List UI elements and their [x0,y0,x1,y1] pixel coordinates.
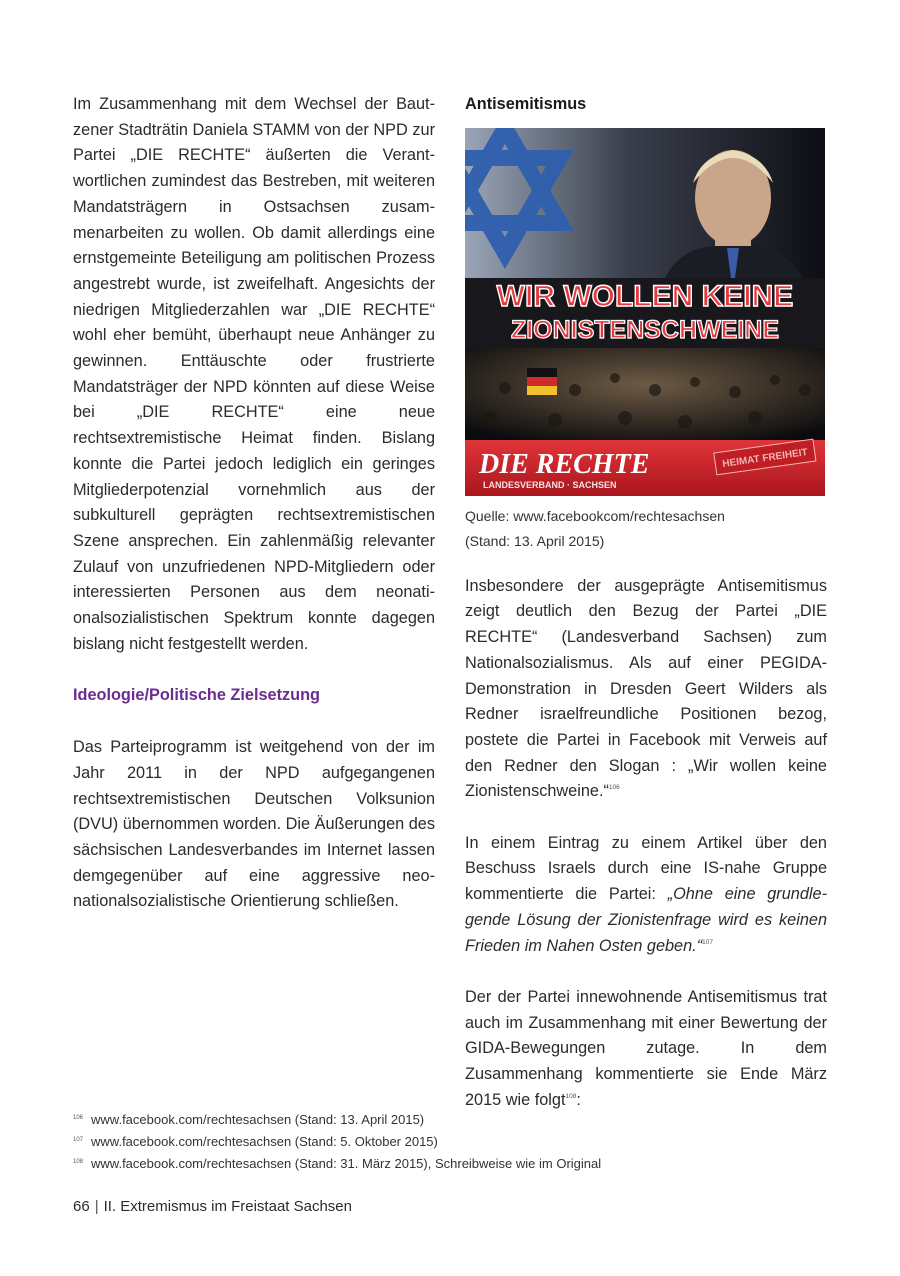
paragraph-text: Insbesondere der ausgeprägte Antisemitismus zeigt deutlich den Bezug der Partei „DIE RECHTE“ (Landesverband Sachsen) zum Nationalsozialismus. Als auf einer PEGIDA-Demonstration in Dresden Geert Wilders als Redner israelfreundliche Positionen bezog, postete die Partei in Facebook mit Verweis auf den Redner den Slogan : „Wir wollen keine Zionistenschweine.“ [465,576,827,801]
footnote-ref: 106 [608,784,620,792]
section-title: II. Extremismus im Freistaat Sachsen [103,1198,352,1215]
die-rechte-logo: DIE RECHTE [479,448,650,480]
logo-subline: LANDESVERBAND · SACHSEN [483,479,617,490]
image-caption [465,504,827,554]
quote-text: „Ohne eine grundlegende Lösung der Zionistenfrage wird es keinen Frieden im Nahen Osten geben.“ [465,885,827,955]
paragraph-end: : [576,1090,581,1109]
footnote-number: 106 [73,1115,84,1121]
section-heading: Antisemitismus [465,95,587,113]
caption-date: (Stand: 13. April 2015) [465,532,605,549]
footnote [73,1130,833,1152]
body-paragraph [465,574,827,805]
footnote-number: 108 [73,1159,84,1165]
sticker-text: HEIMAT FREIHEIT [721,446,809,470]
footnote-text: www.facebook.com/rechtesachsen (Stand: 13. April 2015) [91,1112,425,1127]
german-flag-icon [527,368,557,395]
footnote-ref: 108 [565,1092,577,1100]
footnote-number: 107 [73,1137,84,1143]
footer-separator: | [94,1198,99,1215]
left-column [73,92,435,915]
footnote-text: www.facebook.com/rechtesachsen (Stand: 5. Oktober 2015) [91,1134,438,1149]
caption-source: Quelle: www.facebookcom/rechtesachsen [465,507,725,524]
right-column [465,92,827,1113]
footnote-ref: 107 [702,938,713,946]
footnote-text: www.facebook.com/rechtesachsen (Stand: 31. März 2015), Schreibweise wie im Original [91,1156,602,1171]
paragraph-text: Der der Partei innewohnende Antisemitismus trat auch im Zusammenhang mit einer Bewertung der GIDA-Bewegungen zutage. In dem Zusammenhang kommentierte sie Ende März 2015 wie folgt [465,987,827,1109]
page-number: 66 [73,1198,90,1215]
footnote [73,1152,833,1174]
body-paragraph: Im Zusammenhang mit dem Wechsel der Bautzener Stadträtin Daniela STAMM von der NPD zur Partei „DIE RECHTE“ äußerten die Verantwortlichen zumindest das Bestreben, mit weiteren Mandatsträgern in Ostsachsen zusammenarbeiten zu wollen. Ob damit allerdings eine ernstgemeinte Beteiligung am politischen Prozess angestrebt wurde, ist zweifelhaft. Angesichts der niedrigen Mitgliederzahlen war „DIE RECHTE“ wohl eher bemüht, überhaupt neue Anhänger zu gewinnen. Enttäuschte oder frustrierte Mandatsträger der NPD könnten auf diese Weise bei „DIE RECHTE“ eine neue rechtsextremistische Heimat finden. Bislang konnte die Partei jedoch lediglich ein geringes Mitgliederpotenzial vornehmlich aus der subkulturell geprägten rechtsextremistischen Szene ansprechen. Ein zahlenmäßig relevanter Zulauf von unzufriedenen NPD-Mitgliedern oder interessierten Personen aus dem neonationalsozialistischen Spektrum konnte dagegen bislang nicht festgestellt werden. [73,95,435,653]
footnote [73,1108,833,1130]
section-heading: Ideologie/Politische Zielsetzung [73,686,320,705]
banner-line-2: ZIONISTENSCHWEINE [510,315,780,344]
paragraph-text: In einem Eintrag zu einem Artikel über den Beschuss Israels durch eine IS-nahe Gruppe kommentierte die Partei: [465,833,827,904]
body-paragraph: Das Parteiprogramm ist weitgehend von der im Jahr 2011 in der NPD aufgegangenen rechtsextremistischen Deutschen Volksunion (DVU) übernommen worden. Die Äußerungen des sächsischen Landesverbandes im Internet lassen demgegenüber auf eine aggressive neonationalsozialistische Orientierung schließen. [73,738,435,911]
body-paragraph [465,831,827,960]
page-footer [73,1198,352,1215]
facebook-post-image [465,128,825,496]
banner-line-1: WIR WOLLEN KEINE [496,279,794,313]
post-image-graphic [465,128,825,496]
footnotes [73,1108,833,1174]
body-paragraph [465,985,827,1114]
